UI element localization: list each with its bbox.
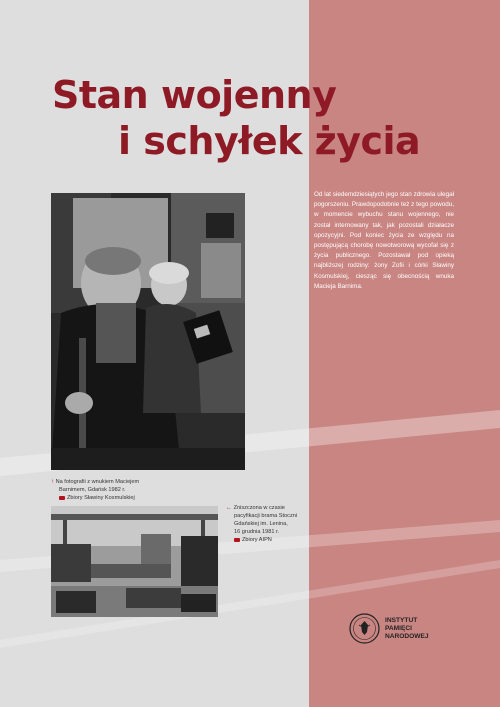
logo-line-1: INSTYTUT	[385, 616, 418, 624]
photo1-caption	[51, 478, 181, 502]
title-line-1: Stan wojenny	[52, 73, 337, 117]
camera-icon	[59, 496, 65, 500]
logo-line-3: NARODOWEJ	[385, 632, 429, 640]
ipn-logo	[349, 613, 429, 644]
camera-icon	[234, 538, 240, 542]
caption2-source-text: Zbiory AIPN	[242, 537, 272, 543]
photo-grandfather-with-grandson	[51, 193, 245, 470]
caption2-line-1: Zniszczona w czasie	[233, 505, 285, 511]
caption2-line-3: Gdańskiej im. Lenina,	[234, 521, 288, 527]
ipn-logo-text	[385, 617, 429, 641]
caption2-source	[226, 536, 308, 544]
caption1-line-1: Na fotografii z wnukiem Maciejem	[55, 479, 140, 485]
logo-line-2: PAMIĘCI	[385, 624, 412, 632]
caption2-line-2: pacyfikacji brama Stoczni	[234, 513, 298, 519]
ipn-seal-icon	[349, 613, 380, 644]
caption1-source	[51, 494, 181, 502]
caption-arrow-up-icon: ↑	[51, 479, 54, 485]
caption1-source-text: Zbiory Sławiny Kosmulskiej	[67, 495, 135, 501]
caption2-line-4: 16 grudnia 1981 r.	[234, 529, 280, 535]
photo2-caption	[226, 504, 308, 544]
photo-shipyard-gate	[51, 506, 218, 617]
title-line-2: i schyłek życia	[118, 119, 421, 163]
page-title	[52, 72, 420, 164]
caption-arrow-left-icon: ←	[226, 505, 232, 511]
caption1-line-2: Barnimem, Gdańsk 1982 r.	[59, 487, 126, 493]
body-paragraph: Od lat siedemdziesiątych jego stan zdrowia ulegał pogorszeniu. Prawdopodobnie też z tego powodu, w momencie wybuchu stanu wojennego, nie został internowany tak, jak pozostali działacze opozycyjni. Pod koniec życia ze względu na postępującą chorobę nowotworową wycofał się z życia publicznego. Pozostawał pod opieką najbliższej rodziny: żony Zofii i córki Sławiny Kosmulskiej, ciesząc się obecnością wnuka Macieja Barnima.	[314, 191, 454, 290]
